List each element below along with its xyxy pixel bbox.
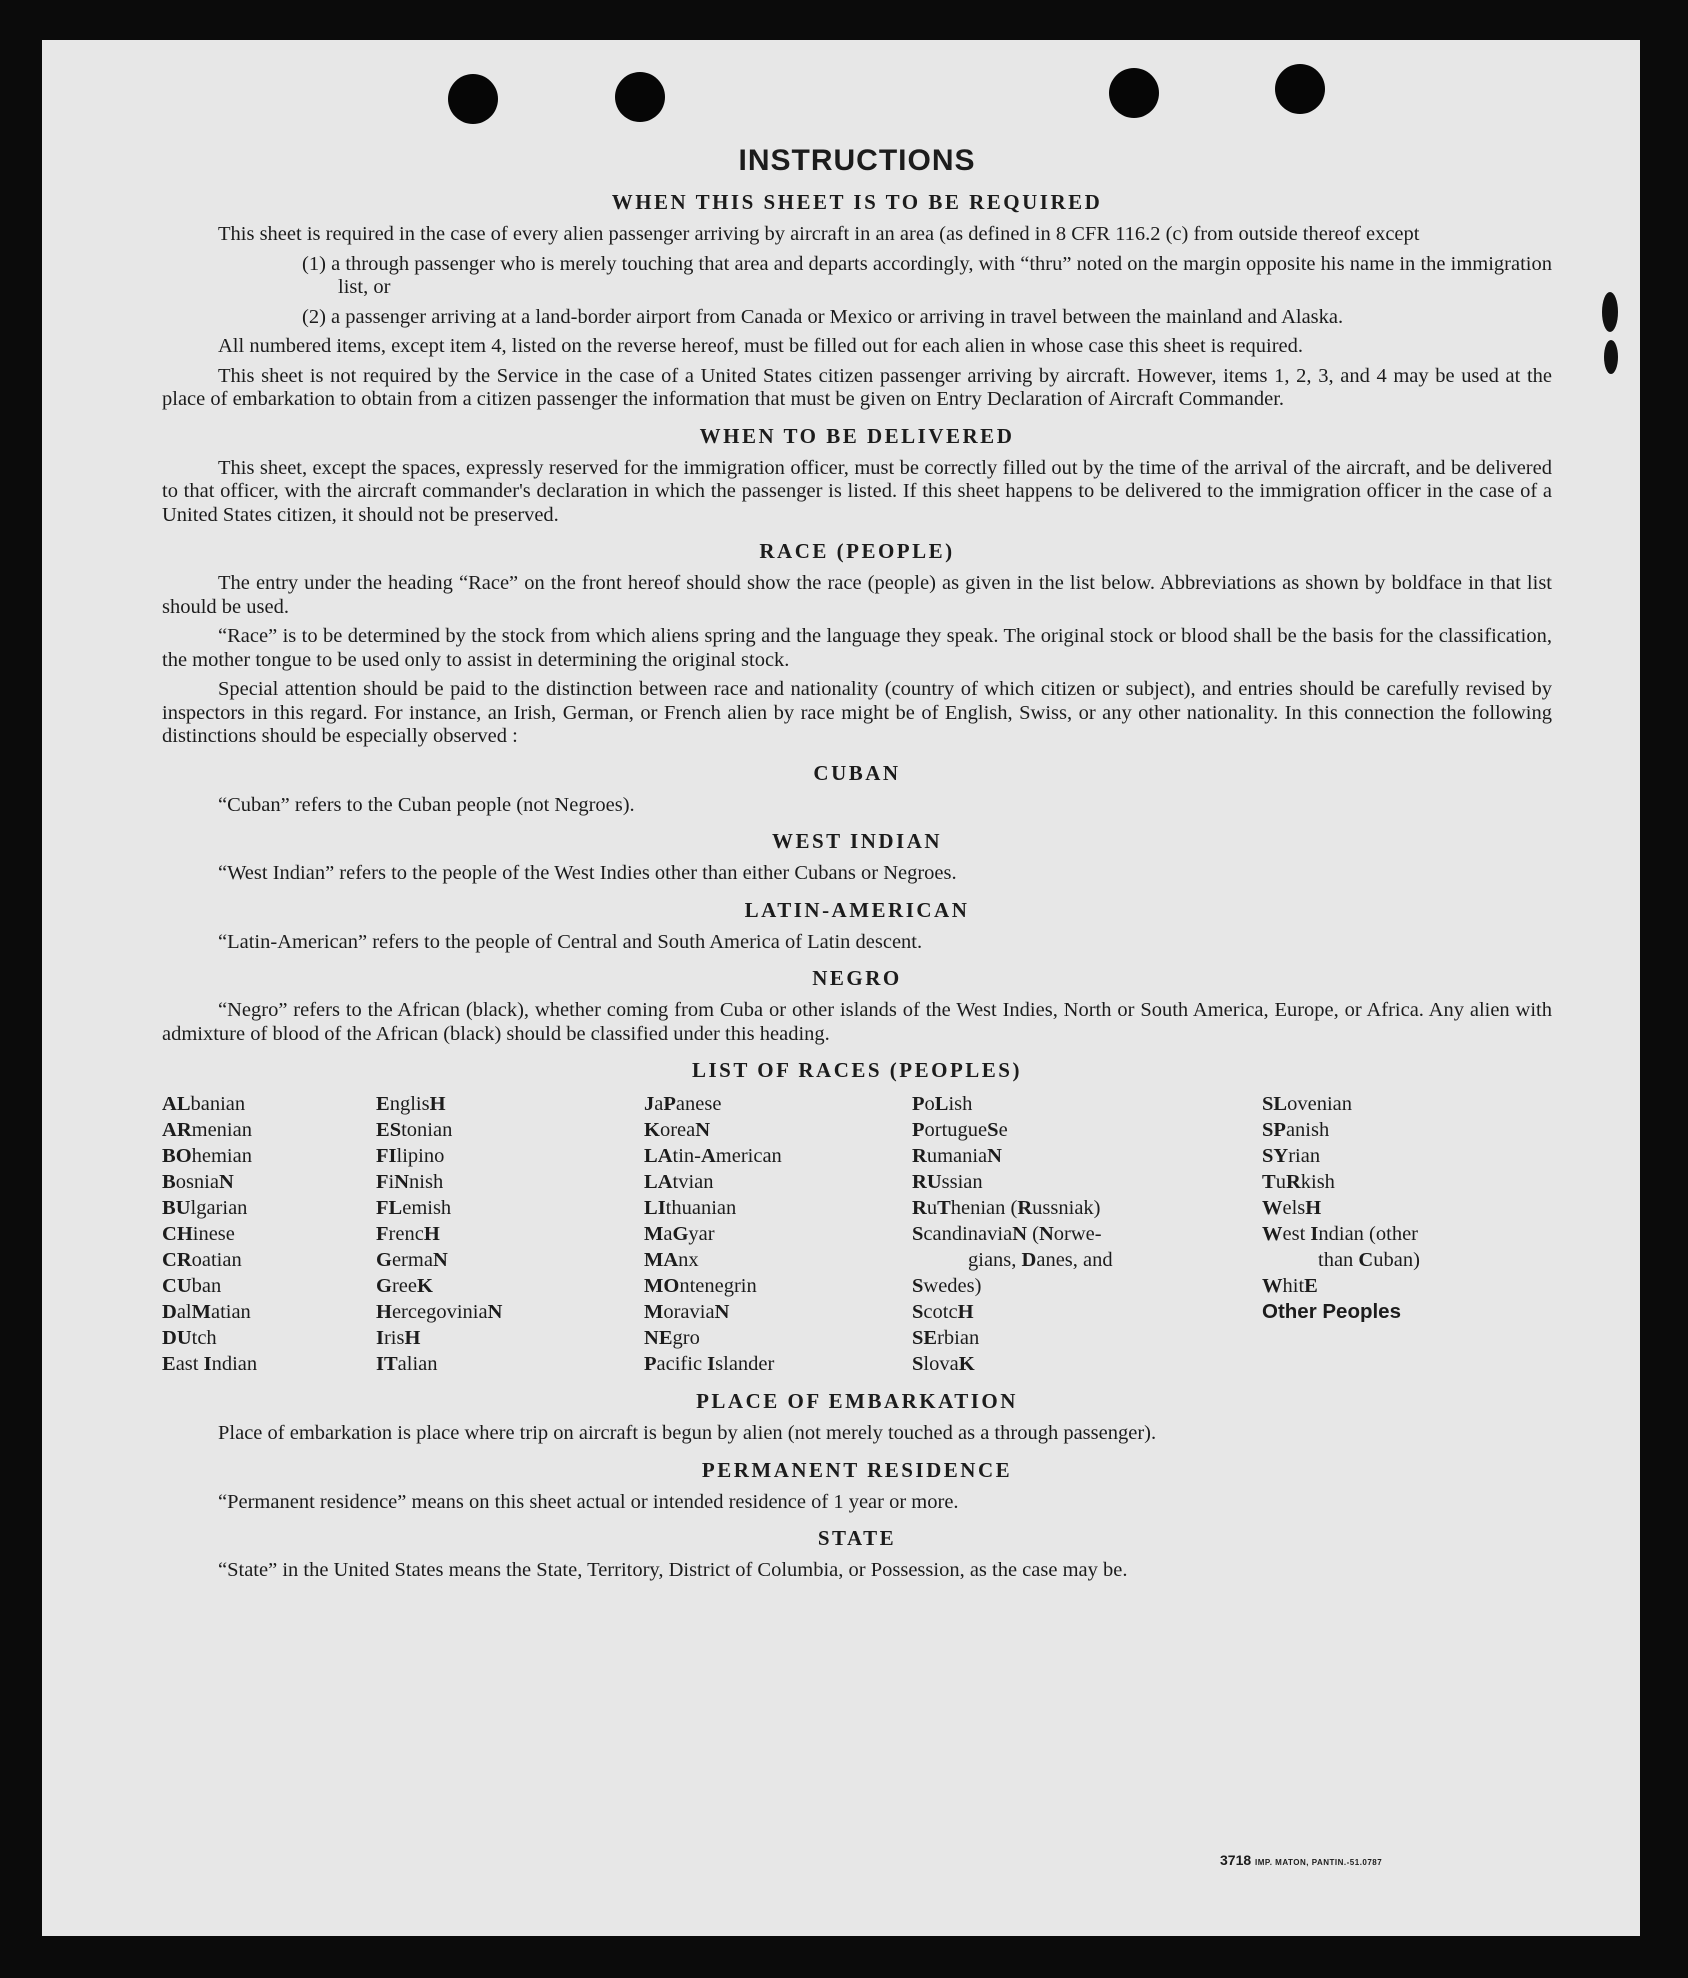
race-entry: WhitE [1262, 1275, 1318, 1297]
race-entry: KoreaN [644, 1119, 711, 1141]
race-column [644, 1091, 912, 1377]
race-entry: GreeK [376, 1275, 433, 1297]
race-entry: EnglisH [376, 1093, 446, 1115]
list-item: (1) a through passenger who is merely touching that area and departs accordingly, with “thru” noted on the margin opposite his name in the immigration list, or [302, 252, 1552, 298]
paragraph: This sheet is not required by the Service in the case of a United States citizen passenger arriving by aircraft. However, items 1, 2, 3, and 4 may be used at the place of embarkation to obtain from a citizen passenger the information that must be given on Entry Declaration of Aircraft Commander. [162, 364, 1552, 410]
race-entry: RUssian [912, 1171, 983, 1193]
race-entry: Other Peoples [1262, 1300, 1401, 1323]
race-entry: GermaN [376, 1249, 448, 1271]
form-number-footer [1220, 1852, 1382, 1868]
race-entry: DalMatian [162, 1301, 251, 1323]
edge-mark [1602, 292, 1618, 332]
race-entry: LAtvian [644, 1171, 714, 1193]
race-entry: ScandinaviaN (Norwe- [912, 1223, 1102, 1245]
race-entry: Pacific Islander [644, 1353, 775, 1375]
printer-imprint: IMP. MATON, PANTIN.-51.0787 [1255, 1858, 1383, 1867]
race-entry: RuThenian (Russniak) [912, 1197, 1101, 1219]
paragraph: “Permanent residence” means on this sheet actual or intended residence of 1 year or more. [218, 1490, 959, 1513]
race-entry: LIthuanian [644, 1197, 737, 1219]
race-entry: JaPanese [644, 1093, 722, 1115]
paragraph: “Race” is to be determined by the stock from which aliens spring and the language they speak. The original stock or blood shall be the basis for the classification, the mother tongue to be used only to assist in determining the original stock. [162, 625, 1552, 671]
race-entry: CHinese [162, 1223, 235, 1245]
race-entry: East Indian [162, 1353, 258, 1375]
race-entry: SErbian [912, 1327, 980, 1349]
race-column [376, 1091, 644, 1377]
paragraph: Place of embarkation is place where trip on aircraft is begun by alien (not merely touched as a through passenger). [218, 1422, 1157, 1444]
instructions-content [162, 102, 1552, 1589]
race-entry: EStonian [376, 1119, 453, 1141]
paragraph: All numbered items, except item 4, listed on the reverse hereof, must be filled out for each alien in whose case this sheet is required. [218, 335, 1304, 357]
race-entry: Swedes) [912, 1275, 982, 1297]
section-heading-list-of-races: LIST OF RACES (PEOPLES) [692, 1058, 1022, 1082]
section-heading-latin-american: LATIN-AMERICAN [744, 897, 970, 922]
race-entry: DUtch [162, 1327, 217, 1349]
paragraph: This sheet is required in the case of every alien passenger arriving by aircraft in an area (as defined in 8 CFR 116.2 (c) from outside thereof except [218, 223, 1420, 245]
race-entry: SLovenian [1262, 1093, 1352, 1115]
section-heading-residence: PERMANENT RESIDENCE [701, 1457, 1013, 1482]
section-heading-embarkation: PLACE OF EMBARKATION [696, 1389, 1018, 1413]
race-entry: gians, Danes, and [968, 1249, 1113, 1271]
race-entry: CRoatian [162, 1249, 242, 1271]
race-entry: HercegoviniaN [376, 1301, 503, 1323]
race-entry: ITalian [376, 1353, 438, 1375]
race-entry: SYrian [1262, 1145, 1321, 1167]
race-entry: PoLish [912, 1093, 973, 1115]
page-title: INSTRUCTIONS [738, 144, 976, 177]
race-entry: SlovaK [912, 1353, 975, 1375]
document-page [42, 40, 1640, 1936]
race-entry: West Indian (other [1262, 1223, 1419, 1245]
race-entry: ARmenian [162, 1119, 252, 1141]
paragraph: “State” in the United States means the State, Territory, District of Columbia, or Possession, as the case may be. [218, 1559, 1128, 1581]
section-heading-when-delivered: WHEN TO BE DELIVERED [699, 423, 1015, 448]
section-heading-race: RACE (PEOPLE) [759, 539, 955, 563]
paragraph: “Cuban” refers to the Cuban people (not Negroes). [218, 793, 635, 816]
paragraph: “Negro” refers to the African (black), whether coming from Cuba or other islands of the West Indies, North or South America, Europe, or Africa. Any alien with admixture of blood of the African (black) should be classified under this heading. [162, 999, 1552, 1045]
race-entry: MOntenegrin [644, 1275, 757, 1297]
race-entry: BosniaN [162, 1171, 234, 1193]
race-entry: FrencH [376, 1223, 440, 1245]
race-entry: PortugueSe [912, 1119, 1008, 1141]
race-column [1262, 1091, 1522, 1377]
race-entry: FLemish [376, 1197, 452, 1219]
race-entry: BUlgarian [162, 1197, 248, 1219]
section-heading-when-required: WHEN THIS SHEET IS TO BE REQUIRED [611, 190, 1103, 214]
section-heading-cuban: CUBAN [813, 760, 901, 785]
race-column [912, 1091, 1262, 1377]
section-heading-west-indian: WEST INDIAN [771, 829, 943, 853]
race-entry: NEgro [644, 1327, 700, 1349]
race-entry: LAtin-American [644, 1145, 782, 1167]
paragraph: The entry under the heading “Race” on the front hereof should show the race (people) as given in the list below. Abbreviations as shown by boldface in that list should be used. [162, 572, 1552, 618]
paragraph: “West Indian” refers to the people of the West Indies other than either Cubans or Negroes. [218, 862, 957, 884]
race-entry: WelsH [1262, 1197, 1322, 1219]
race-column [162, 1091, 376, 1377]
paragraph: This sheet, except the spaces, expressly reserved for the immigration officer, must be correctly filled out by the time of the arrival of the aircraft, and be delivered to that officer, with the aircraft commander's declaration in which the passenger is listed. If this sheet happens to be delivered to the immigration officer in the case of a United States citizen, it should not be preserved. [162, 456, 1552, 526]
race-entry: MoraviaN [644, 1301, 730, 1323]
paragraph: Special attention should be paid to the distinction between race and nationality (country of which citizen or subject), and entries should be carefully revised by inspectors in this regard. For instance, an Irish, German, or French alien by race might be of English, Swiss, or any other nationality. In this connection the following distinctions should be especially observed : [162, 678, 1552, 747]
race-entry: CUban [162, 1275, 222, 1297]
section-heading-negro: NEGRO [812, 966, 902, 990]
list-item: (2) a passenger arriving at a land-border airport from Canada or Mexico or arriving in travel between the mainland and Alaska. [302, 305, 1344, 328]
race-list [162, 1091, 1552, 1377]
section-heading-state: STATE [817, 1526, 897, 1550]
race-entry: FiNnish [376, 1171, 444, 1193]
race-entry: MaGyar [644, 1223, 715, 1245]
race-entry: ScotcH [912, 1301, 974, 1323]
race-entry: BOhemian [162, 1145, 252, 1167]
race-entry: RumaniaN [912, 1145, 1002, 1167]
edge-mark [1604, 340, 1618, 374]
race-entry: than Cuban) [1318, 1249, 1420, 1271]
race-entry: TuRkish [1262, 1171, 1335, 1193]
race-entry: SPanish [1262, 1119, 1330, 1141]
race-entry: FIlipino [376, 1145, 445, 1167]
race-entry: ALbanian [162, 1093, 246, 1115]
race-entry: IrisH [376, 1327, 421, 1349]
race-entry: MAnx [644, 1249, 699, 1271]
form-code: 3718 [1220, 1852, 1252, 1868]
paragraph: “Latin-American” refers to the people of Central and South America of Latin descent. [218, 930, 923, 953]
